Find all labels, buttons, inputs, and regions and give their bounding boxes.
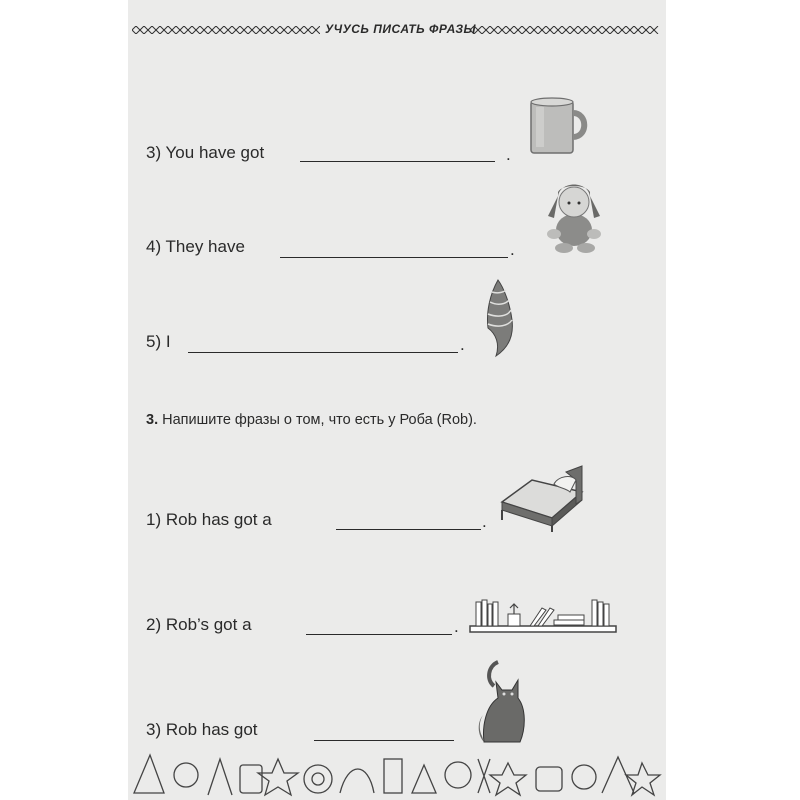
sentence-end: . <box>482 512 487 531</box>
doodle-border <box>128 745 666 800</box>
answer-blank[interactable] <box>188 352 458 353</box>
sentence-end: . <box>460 335 465 354</box>
sentence-end: . <box>454 617 459 636</box>
task-instruction <box>146 412 477 428</box>
seashell-icon <box>482 278 516 358</box>
sentence-label: 3) You have got <box>146 143 265 162</box>
zigzag-ornament-right <box>470 26 660 34</box>
sentence-end: . <box>510 240 515 259</box>
doll-icon <box>540 172 608 254</box>
sentence-label: 2) Rob’s got a <box>146 615 252 634</box>
answer-blank[interactable] <box>336 529 481 530</box>
task-instruction-text: Напишите фразы о том, что есть у Роба (Rob). <box>162 412 477 428</box>
bookshelf-icon <box>468 596 618 638</box>
sentence-label: 3) Rob has got <box>146 720 258 739</box>
sentence-label: 4) They have <box>146 237 245 256</box>
zigzag-ornament-left <box>132 26 320 34</box>
sentence-label: 1) Rob has got a <box>146 510 272 529</box>
bed-icon <box>496 458 588 532</box>
task-number: 3. <box>146 412 159 428</box>
sentence-end: . <box>506 145 511 164</box>
answer-blank[interactable] <box>306 634 452 635</box>
answer-blank[interactable] <box>314 740 454 741</box>
mug-icon <box>526 93 592 159</box>
sentence-label: 5) I <box>146 332 171 351</box>
page-header <box>128 20 666 40</box>
worksheet-page <box>128 0 666 800</box>
page-header-title: УЧУСЬ ПИСАТЬ ФРАЗЫ <box>325 22 477 36</box>
cat-icon <box>476 656 532 748</box>
answer-blank[interactable] <box>280 257 508 258</box>
answer-blank[interactable] <box>300 161 495 162</box>
